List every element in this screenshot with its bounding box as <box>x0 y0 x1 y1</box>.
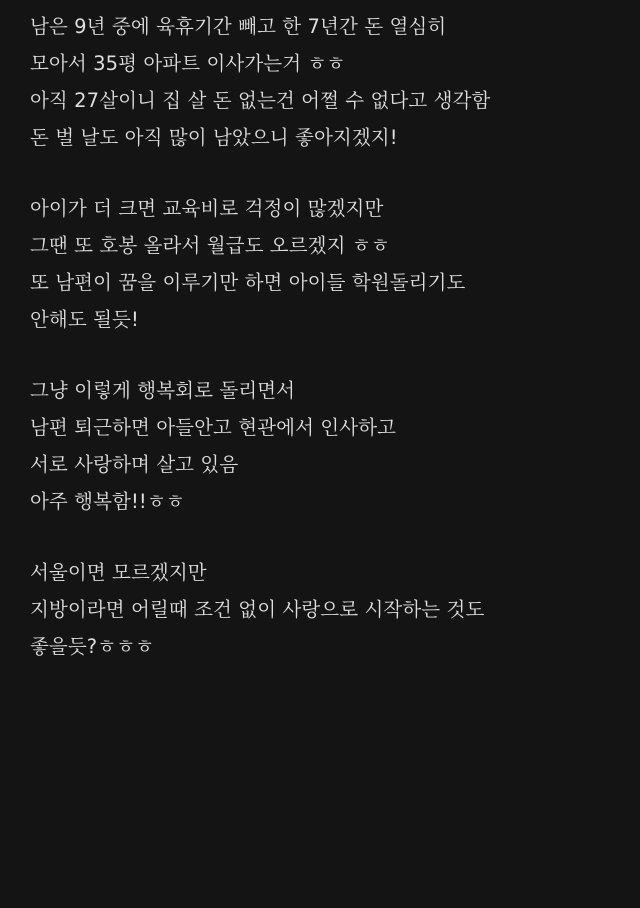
text-line: 아직 27살이니 집 살 돈 없는건 어쩔 수 없다고 생각함 <box>30 89 491 112</box>
paragraph-1 <box>30 8 610 156</box>
paragraph-2 <box>30 190 610 338</box>
paragraph-4 <box>30 554 610 665</box>
text-line: 그냥 이렇게 행복회로 돌리면서 <box>30 379 296 402</box>
text-line: 돈 벌 날도 아직 많이 남았으니 좋아지겠지! <box>30 126 398 149</box>
text-line: 남편 퇴근하면 아들안고 현관에서 인사하고 <box>30 416 397 439</box>
text-line: 남은 9년 중에 육휴기간 빼고 한 7년간 돈 열심히 <box>30 15 447 38</box>
paragraph-3 <box>30 372 610 520</box>
text-line: 안해도 될듯! <box>30 308 139 331</box>
text-line: 그땐 또 호봉 올라서 월급도 오르겠지 ㅎㅎ <box>30 234 390 257</box>
text-line: 서로 사랑하며 살고 있음 <box>30 453 239 476</box>
text-line: 모아서 35평 아파트 이사가는거 ㅎㅎ <box>30 52 346 75</box>
text-line: 지방이라면 어릴때 조건 없이 사랑으로 시작하는 것도 <box>30 598 485 621</box>
text-line: 아이가 더 크면 교육비로 걱정이 많겠지만 <box>30 197 384 220</box>
text-line: 또 남편이 꿈을 이루기만 하면 아이들 학원돌리기도 <box>30 271 466 294</box>
text-line: 좋을듯?ㅎㅎㅎ <box>30 635 155 658</box>
text-line: 아주 행복함!!ㅎㅎ <box>30 490 185 513</box>
text-line: 서울이면 모르겠지만 <box>30 561 207 584</box>
